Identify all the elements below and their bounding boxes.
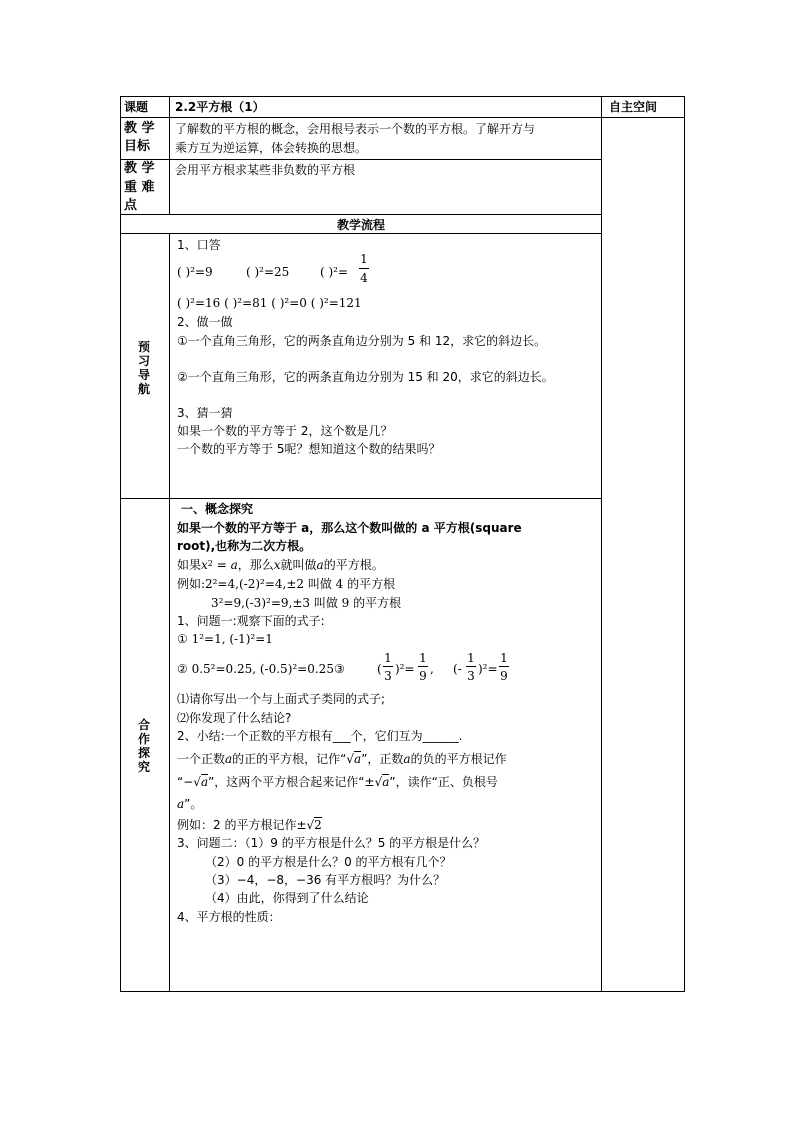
- row-divider: [120, 159, 602, 160]
- concept-heading: 一、概念探究: [181, 502, 254, 516]
- text: 例如：2 的平方根记作±: [177, 818, 307, 832]
- var-a: a: [177, 797, 185, 811]
- row-divider: [120, 214, 602, 215]
- col-divider: [169, 96, 170, 215]
- keypoints-label-1: 教 学: [124, 161, 155, 176]
- if-text: 如果: [177, 558, 202, 572]
- sqrt-example: [177, 818, 322, 832]
- fraction-numerator: 1: [360, 252, 368, 266]
- oral-item: ( )²=25: [246, 265, 290, 279]
- equals: =: [212, 558, 231, 572]
- sqrt-line-3: [177, 797, 202, 811]
- if-line: [177, 558, 384, 572]
- definition-line1: 如果一个数的平方等于 a，那么这个数叫做的 a 平方根(square: [177, 521, 522, 535]
- fraction-numerator: 1: [384, 651, 392, 665]
- var-a: a: [225, 752, 233, 766]
- keypoints-label-2: 重 难: [124, 180, 155, 195]
- guess-title: 3、猜一猜: [177, 406, 233, 420]
- paren-open: (-: [453, 662, 462, 676]
- question2-part3: （3）−4，−8，−36 有平方根吗？为什么？: [205, 873, 446, 887]
- var-a: a: [316, 558, 324, 572]
- if-text: 的平方根。: [323, 558, 384, 572]
- guess-item-1: 如果一个数的平方等于 2，这个数是几？: [177, 424, 393, 438]
- radicand: 2: [314, 818, 322, 832]
- text: ”。: [184, 797, 203, 811]
- oral-item: ( )²=: [320, 265, 349, 279]
- fraction-numerator: 1: [500, 651, 508, 665]
- var-x: x: [273, 558, 281, 572]
- paren-close: )²=: [395, 662, 415, 676]
- text: ”，这两个平方根合起来记作“±: [208, 775, 375, 789]
- keypoints-label-3: 点: [124, 198, 138, 213]
- text: 的正的平方根，记作“: [232, 752, 347, 766]
- col-divider: [169, 233, 170, 992]
- explore-label: 合作探究: [137, 718, 150, 774]
- fraction-bar: [499, 666, 509, 667]
- example-line2: 3²=9,(-3)²=9,±3 叫做 9 的平方根: [211, 596, 402, 610]
- text: ”，正数: [361, 752, 404, 766]
- var-a: a: [354, 752, 362, 766]
- if-text: 就叫做: [280, 558, 317, 572]
- sqrt-line-1: [177, 752, 507, 766]
- do-item-1: ①一个直角三角形，它的两条直角边分别为 5 和 12，求它的斜边长。: [177, 334, 547, 348]
- oral-title: 1、口答: [177, 238, 221, 252]
- observation-1: ① 1²=1, (-1)²=1: [177, 632, 273, 646]
- var-a: a: [403, 752, 411, 766]
- fraction-numerator: 1: [467, 651, 475, 665]
- row-divider: [120, 498, 602, 499]
- keypoints-text: 会用平方根求某些非负数的平方根: [175, 163, 356, 177]
- summary: 2、小结:一个正数的平方根有___个，它们互为______.: [177, 729, 463, 743]
- side-space-label: 自主空间: [609, 100, 658, 114]
- question2-part2: （2）0 的平方根是什么？0 的平方根有几个？: [205, 855, 452, 869]
- do-title: 2、做一做: [177, 315, 233, 329]
- oral-row2: ( )²=16 ( )²=81 ( )²=0 ( )²=121: [177, 296, 362, 310]
- observation-2: ② 0.5²=0.25, (-0.5)²=0.25③: [177, 662, 345, 676]
- sqrt-line-2: [177, 775, 498, 789]
- text: ”，读作“正、负根号: [389, 775, 498, 789]
- fraction-denominator: 3: [384, 669, 392, 683]
- question1: 1、问题一:观察下面的式子:: [177, 614, 325, 628]
- radical-sign: √: [193, 775, 201, 789]
- fraction-denominator: 9: [419, 669, 427, 683]
- fraction-bar: [418, 666, 428, 667]
- radical-sign: √: [346, 752, 355, 766]
- comma: ,: [430, 662, 434, 676]
- sub-question-1: ⑴请你写出一个与上面式子类同的式子;: [177, 692, 386, 706]
- radical-sign: √: [374, 775, 383, 789]
- example-line1: 例如:2²=4,(-2)²=4,±2 叫做 4 的平方根: [177, 577, 396, 591]
- text: 一个正数: [177, 752, 226, 766]
- fraction-denominator: 4: [360, 271, 368, 285]
- text: “−: [177, 775, 194, 789]
- question2-part4: （4）由此，你得到了什么结论: [205, 891, 369, 905]
- fraction-numerator: 1: [419, 651, 427, 665]
- var-a: a: [382, 775, 390, 789]
- var-x: x: [201, 558, 208, 572]
- goals-label: 教 学 目标: [124, 121, 155, 154]
- table-right-border: [684, 96, 685, 992]
- var-a: a: [200, 775, 209, 789]
- properties-title: 4、平方根的性质：: [177, 910, 281, 924]
- var-a: a: [230, 558, 238, 572]
- flow-title: 教学流程: [336, 218, 385, 232]
- do-item-2: ②一个直角三角形，它的两条直角边分别为 15 和 20，求它的斜边长。: [177, 370, 554, 384]
- fraction-bar: [383, 666, 393, 667]
- question2: 3、问题二：（1）9 的平方根是什么？5 的平方根是什么？: [177, 836, 486, 850]
- preview-label: 预习导航: [137, 340, 150, 396]
- if-text: ，那么: [237, 558, 274, 572]
- radical-sign: √: [306, 818, 315, 832]
- fraction-bar: [466, 666, 476, 667]
- oral-item: ( )²=9: [177, 265, 213, 279]
- exponent-2: 2: [207, 559, 213, 568]
- header-lesson-label: 课题: [124, 100, 149, 114]
- paren-close: )²=: [478, 662, 498, 676]
- fraction-bar: [359, 268, 369, 269]
- fraction-denominator: 9: [500, 669, 508, 683]
- lesson-title: 2.2平方根（1）: [175, 100, 265, 114]
- goals-text-line2: 乘方互为逆运算，体会转换的思想。: [175, 141, 368, 155]
- text: 的负的平方根记作: [410, 752, 507, 766]
- paren-open: (: [377, 662, 382, 676]
- fraction-denominator: 3: [467, 669, 475, 683]
- sub-question-2: ⑵你发现了什么结论?: [177, 711, 292, 725]
- guess-item-2: 一个数的平方等于 5呢？想知道这个数的结果吗？: [177, 442, 441, 456]
- goals-text-line1: 了解数的平方根的概念，会用根号表示一个数的平方根。了解开方与: [175, 122, 536, 136]
- definition-line2: root),也称为二次方根。: [177, 539, 312, 553]
- row-divider: [120, 233, 602, 234]
